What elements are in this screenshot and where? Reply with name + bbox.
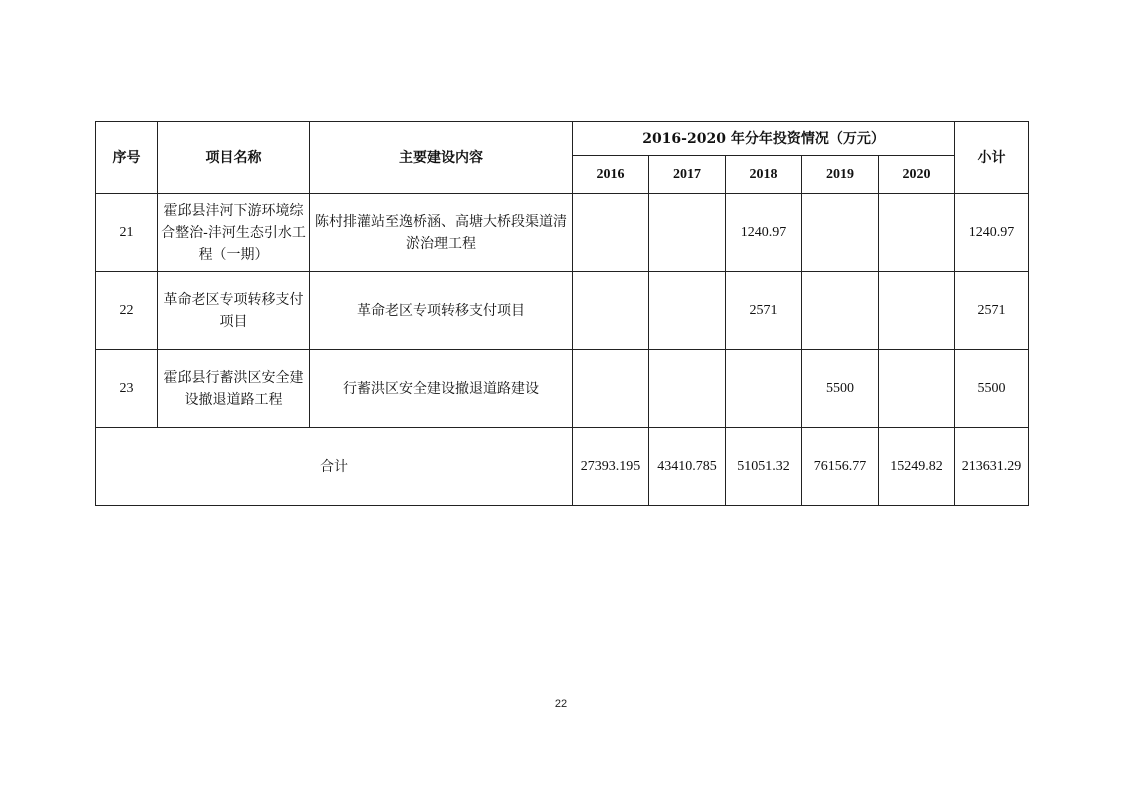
cell-2016 bbox=[573, 194, 649, 272]
header-year-2017: 2017 bbox=[649, 156, 726, 194]
investment-table bbox=[95, 121, 1029, 506]
cell-2019 bbox=[802, 272, 879, 350]
cell-subtotal: 1240.97 bbox=[955, 194, 1029, 272]
cell-2017 bbox=[649, 272, 726, 350]
total-2018: 51051.32 bbox=[726, 428, 802, 506]
cell-2017 bbox=[649, 350, 726, 428]
header-seq: 序号 bbox=[96, 122, 158, 194]
total-label: 合计 bbox=[96, 428, 573, 506]
cell-2020 bbox=[879, 350, 955, 428]
cell-2018: 1240.97 bbox=[726, 194, 802, 272]
cell-subtotal: 5500 bbox=[955, 350, 1029, 428]
header-subtotal: 小计 bbox=[955, 122, 1029, 194]
total-row bbox=[96, 428, 1029, 506]
header-project-name: 项目名称 bbox=[158, 122, 310, 194]
header-investment-group: 2016-2020 年分年投资情况（万元） bbox=[573, 122, 955, 156]
header-year-2019: 2019 bbox=[802, 156, 879, 194]
cell-content: 行蓄洪区安全建设撤退道路建设 bbox=[310, 350, 573, 428]
total-subtotal: 213631.29 bbox=[955, 428, 1029, 506]
total-2017: 43410.785 bbox=[649, 428, 726, 506]
cell-project-name: 革命老区专项转移支付项目 bbox=[158, 272, 310, 350]
cell-2016 bbox=[573, 272, 649, 350]
cell-content: 陈村排灌站至逸桥涵、高塘大桥段渠道清淤治理工程 bbox=[310, 194, 573, 272]
table-row bbox=[96, 350, 1029, 428]
cell-2018: 2571 bbox=[726, 272, 802, 350]
cell-seq: 22 bbox=[96, 272, 158, 350]
cell-2019 bbox=[802, 194, 879, 272]
cell-2019: 5500 bbox=[802, 350, 879, 428]
header-year-2016: 2016 bbox=[573, 156, 649, 194]
page-number: 22 bbox=[554, 698, 568, 710]
cell-seq: 23 bbox=[96, 350, 158, 428]
total-2019: 76156.77 bbox=[802, 428, 879, 506]
header-year-2018: 2018 bbox=[726, 156, 802, 194]
cell-project-name: 霍邱县沣河下游环境综合整治-沣河生态引水工程（一期） bbox=[158, 194, 310, 272]
cell-2016 bbox=[573, 350, 649, 428]
header-content: 主要建设内容 bbox=[310, 122, 573, 194]
cell-project-name: 霍邱县行蓄洪区安全建设撤退道路工程 bbox=[158, 350, 310, 428]
cell-seq: 21 bbox=[96, 194, 158, 272]
total-2016: 27393.195 bbox=[573, 428, 649, 506]
total-2020: 15249.82 bbox=[879, 428, 955, 506]
table-row bbox=[96, 272, 1029, 350]
cell-2020 bbox=[879, 272, 955, 350]
cell-subtotal: 2571 bbox=[955, 272, 1029, 350]
cell-content: 革命老区专项转移支付项目 bbox=[310, 272, 573, 350]
cell-2020 bbox=[879, 194, 955, 272]
table-row bbox=[96, 194, 1029, 272]
header-row bbox=[96, 122, 1029, 156]
cell-2017 bbox=[649, 194, 726, 272]
cell-2018 bbox=[726, 350, 802, 428]
header-year-2020: 2020 bbox=[879, 156, 955, 194]
